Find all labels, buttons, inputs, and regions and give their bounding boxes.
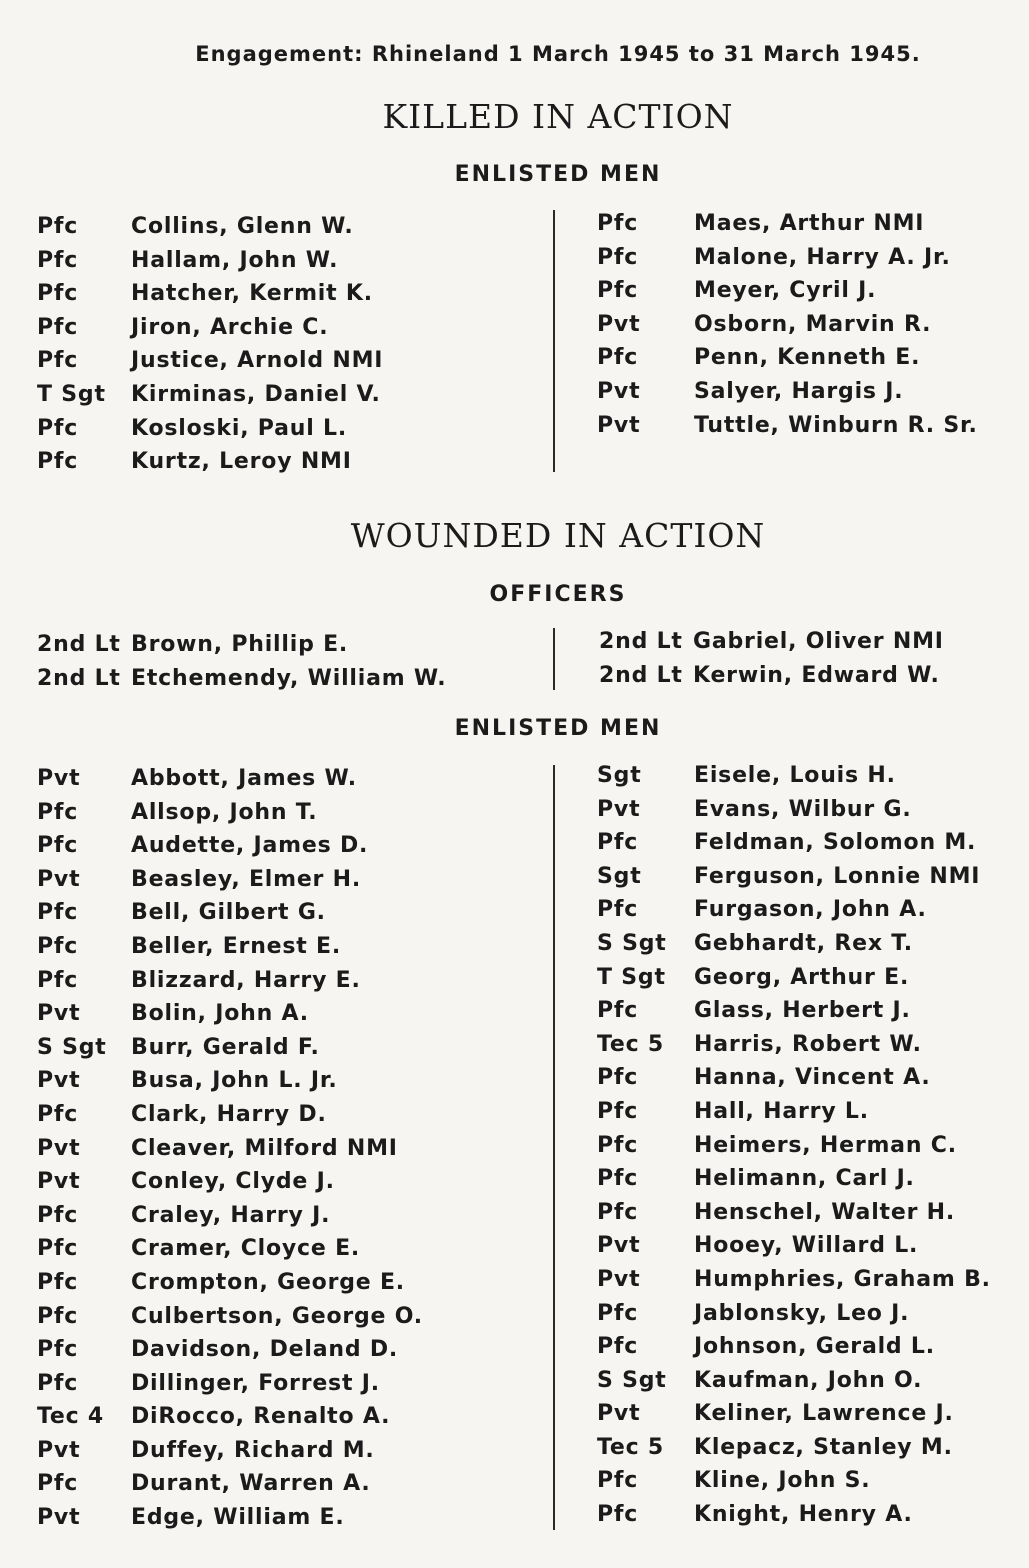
wia-enlisted-left-list — [37, 762, 537, 1535]
soldier-name: Hooey, Willard L. — [694, 1233, 919, 1259]
casualty-entry — [37, 1098, 537, 1132]
casualty-entry — [37, 863, 537, 897]
kia-left-list — [37, 210, 537, 479]
casualty-entry — [597, 341, 1017, 375]
rank: Pfc — [597, 1334, 639, 1360]
rank: Pfc — [597, 211, 639, 236]
soldier-name: Heimers, Herman C. — [694, 1132, 957, 1158]
soldier-name: Penn, Kenneth E. — [694, 345, 921, 371]
kia-heading: KILLED IN ACTION — [382, 97, 734, 136]
soldier-name: Audette, James D. — [131, 833, 369, 859]
rank: Pvt — [597, 796, 641, 822]
casualty-entry — [597, 1196, 1017, 1230]
soldier-name: Kerwin, Edward W. — [693, 662, 940, 688]
kia-column-divider — [553, 210, 555, 472]
soldier-name: Kirminas, Daniel V. — [131, 381, 381, 407]
soldier-name: Kaufman, John O. — [694, 1367, 923, 1393]
rank: Pvt — [37, 1001, 81, 1027]
casualty-entry — [37, 378, 537, 412]
soldier-name: Johnson, Gerald L. — [694, 1334, 935, 1360]
soldier-name: Feldman, Solomon M. — [694, 830, 977, 856]
casualty-entry — [597, 759, 1017, 793]
soldier-name: Cramer, Cloyce E. — [131, 1236, 361, 1262]
casualty-entry — [37, 277, 537, 311]
rank: Pfc — [597, 1098, 639, 1124]
casualty-entry — [597, 793, 1017, 827]
soldier-name: Jiron, Archie C. — [131, 314, 329, 340]
rank: Pfc — [597, 345, 639, 371]
rank: Pvt — [37, 1135, 81, 1161]
rank: Pfc — [597, 1300, 639, 1326]
soldier-name: Beasley, Elmer H. — [131, 866, 362, 892]
rank: Pfc — [37, 967, 79, 993]
soldier-name: Duffey, Richard M. — [131, 1437, 375, 1463]
rank: Pfc — [37, 1471, 79, 1497]
soldier-name: Dillinger, Forrest J. — [131, 1370, 380, 1396]
rank: Pvt — [37, 766, 81, 791]
soldier-name: Etchemendy, William W. — [131, 665, 447, 691]
casualty-entry — [37, 1467, 537, 1501]
soldier-name: Jablonsky, Leo J. — [694, 1300, 910, 1326]
rank: Pfc — [597, 897, 639, 923]
casualty-entry — [597, 308, 1017, 342]
soldier-name: Knight, Henry A. — [694, 1502, 913, 1528]
casualty-entry — [597, 1061, 1017, 1095]
casualty-entry — [37, 1501, 537, 1535]
casualty-entry — [37, 1300, 537, 1334]
casualty-entry — [597, 207, 1017, 241]
rank: Sgt — [597, 863, 642, 889]
rank: Tec 5 — [597, 1434, 665, 1460]
casualty-entry — [599, 625, 1019, 659]
rank: Pfc — [37, 415, 79, 441]
casualty-entry — [597, 1263, 1017, 1297]
rank: Pfc — [37, 214, 79, 239]
casualty-entry — [37, 796, 537, 830]
soldier-name: Gabriel, Oliver NMI — [693, 629, 944, 654]
casualty-entry — [37, 896, 537, 930]
wia-officers-heading: OFFICERS — [489, 582, 627, 607]
wia-heading: WOUNDED IN ACTION — [350, 516, 766, 555]
rank: Pvt — [597, 1233, 641, 1259]
rank: T Sgt — [597, 964, 666, 990]
rank: Pfc — [37, 900, 79, 926]
casualty-entry — [37, 412, 537, 446]
rank: Pvt — [597, 1401, 641, 1427]
casualty-entry — [597, 927, 1017, 961]
casualty-entry — [37, 662, 537, 696]
soldier-name: DiRocco, Renalto A. — [131, 1404, 391, 1430]
casualty-entry — [37, 1367, 537, 1401]
casualty-entry — [597, 241, 1017, 275]
soldier-name: Beller, Ernest E. — [131, 933, 342, 959]
soldier-name: Edge, William E. — [131, 1505, 345, 1531]
rank: 2nd Lt — [37, 632, 121, 657]
casualty-entry — [597, 1095, 1017, 1129]
casualty-entry — [597, 826, 1017, 860]
casualty-entry — [37, 244, 537, 278]
rank: Pfc — [597, 244, 639, 270]
kia-enlisted-heading: ENLISTED MEN — [454, 162, 662, 187]
casualty-entry — [597, 1431, 1017, 1465]
soldier-name: Gebhardt, Rex T. — [694, 930, 913, 956]
casualty-entry — [597, 409, 1017, 443]
rank: Tec 5 — [597, 1031, 665, 1057]
soldier-name: Collins, Glenn W. — [131, 214, 354, 239]
wia-officers-right-list — [599, 625, 1019, 692]
casualty-entry — [37, 964, 537, 998]
rank: 2nd Lt — [599, 629, 683, 654]
wia-enlisted-heading: ENLISTED MEN — [454, 716, 662, 741]
soldier-name: Crompton, George E. — [131, 1269, 405, 1295]
soldier-name: Busa, John L. Jr. — [131, 1068, 338, 1094]
casualty-entry — [599, 659, 1019, 693]
soldier-name: Furgason, John A. — [694, 897, 927, 923]
rank: S Sgt — [37, 1034, 107, 1060]
rank: Pvt — [37, 1169, 81, 1195]
casualty-entry — [597, 1129, 1017, 1163]
soldier-name: Ferguson, Lonnie NMI — [694, 863, 981, 889]
casualty-entry — [37, 1400, 537, 1434]
soldier-name: Maes, Arthur NMI — [694, 211, 925, 236]
soldier-name: Glass, Herbert J. — [694, 998, 911, 1024]
casualty-entry — [597, 961, 1017, 995]
casualty-entry — [597, 1229, 1017, 1263]
rank: Pfc — [597, 830, 639, 856]
casualty-entry — [37, 1165, 537, 1199]
rank: Pvt — [597, 412, 641, 438]
rank: Pfc — [597, 1502, 639, 1528]
soldier-name: Culbertson, George O. — [131, 1303, 423, 1329]
soldier-name: Salyer, Hargis J. — [694, 378, 904, 404]
soldier-name: Durant, Warren A. — [131, 1471, 371, 1497]
rank: S Sgt — [597, 930, 667, 956]
casualty-entry — [597, 1162, 1017, 1196]
casualty-entry — [597, 893, 1017, 927]
casualty-entry — [37, 829, 537, 863]
soldier-name: Bolin, John A. — [131, 1001, 309, 1027]
soldier-name: Georg, Arthur E. — [694, 964, 910, 990]
rank: Pfc — [37, 1202, 79, 1228]
officers-column-divider — [553, 628, 555, 690]
rank: 2nd Lt — [599, 662, 683, 688]
casualty-entry — [37, 1333, 537, 1367]
soldier-name: Davidson, Deland D. — [131, 1337, 399, 1363]
casualty-entry — [37, 1031, 537, 1065]
casualty-entry — [597, 1364, 1017, 1398]
casualty-entry — [37, 210, 537, 244]
engagement-line: Engagement: Rhineland 1 March 1945 to 31 March 1945. — [195, 42, 921, 66]
rank: T Sgt — [37, 381, 106, 407]
casualty-entry — [37, 762, 537, 796]
casualty-entry — [37, 1199, 537, 1233]
casualty-entry — [37, 1132, 537, 1166]
casualty-entry — [597, 1498, 1017, 1532]
casualty-entry — [597, 994, 1017, 1028]
casualty-entry — [37, 344, 537, 378]
casualty-entry — [37, 930, 537, 964]
soldier-name: Evans, Wilbur G. — [694, 796, 912, 822]
casualty-entry — [37, 628, 537, 662]
soldier-name: Conley, Clyde J. — [131, 1169, 335, 1195]
soldier-name: Harris, Robert W. — [694, 1031, 922, 1057]
casualty-entry — [37, 1232, 537, 1266]
rank: Tec 4 — [37, 1404, 105, 1430]
soldier-name: Helimann, Carl J. — [694, 1166, 915, 1192]
soldier-name: Malone, Harry A. Jr. — [694, 244, 951, 270]
soldier-name: Tuttle, Winburn R. Sr. — [694, 412, 978, 438]
rank: Pfc — [597, 998, 639, 1024]
soldier-name: Kline, John S. — [694, 1468, 871, 1494]
soldier-name: Hanna, Vincent A. — [694, 1065, 931, 1091]
casualty-entry — [597, 1330, 1017, 1364]
soldier-name: Meyer, Cyril J. — [694, 278, 877, 304]
casualty-entry — [37, 311, 537, 345]
soldier-name: Craley, Harry J. — [131, 1202, 331, 1228]
wia-officers-left-list — [37, 628, 537, 695]
rank: Pfc — [37, 1101, 79, 1127]
soldier-name: Kosloski, Paul L. — [131, 415, 348, 441]
soldier-name: Burr, Gerald F. — [131, 1034, 320, 1060]
casualty-entry — [597, 274, 1017, 308]
soldier-name: Cleaver, Milford NMI — [131, 1135, 398, 1161]
rank: Pvt — [37, 866, 81, 892]
soldier-name: Eisele, Louis H. — [694, 763, 896, 788]
soldier-name: Justice, Arnold NMI — [131, 348, 384, 374]
wia-enlisted-right-list — [597, 759, 1017, 1532]
rank: Pfc — [37, 933, 79, 959]
soldier-name: Humphries, Graham B. — [694, 1266, 991, 1292]
soldier-name: Hall, Harry L. — [694, 1098, 869, 1124]
rank: Pfc — [37, 247, 79, 273]
soldier-name: Osborn, Marvin R. — [694, 311, 932, 337]
soldier-name: Abbott, James W. — [131, 766, 357, 791]
rank: 2nd Lt — [37, 665, 121, 691]
soldier-name: Keliner, Lawrence J. — [694, 1401, 954, 1427]
rank: Pfc — [37, 314, 79, 340]
casualty-entry — [37, 1434, 537, 1468]
rank: Pvt — [597, 1266, 641, 1292]
rank: Pvt — [597, 311, 641, 337]
rank: Pfc — [597, 1199, 639, 1225]
casualty-entry — [597, 1397, 1017, 1431]
casualty-entry — [597, 1297, 1017, 1331]
rank: Pfc — [37, 1337, 79, 1363]
casualty-entry — [37, 445, 537, 479]
rank: Pvt — [37, 1505, 81, 1531]
rank: Pfc — [37, 1269, 79, 1295]
casualty-entry — [597, 1464, 1017, 1498]
rank: Pfc — [597, 278, 639, 304]
rank: Pfc — [37, 1303, 79, 1329]
rank: Pfc — [597, 1468, 639, 1494]
soldier-name: Bell, Gilbert G. — [131, 900, 326, 926]
casualty-entry — [597, 375, 1017, 409]
soldier-name: Blizzard, Harry E. — [131, 967, 361, 993]
soldier-name: Hatcher, Kermit K. — [131, 281, 373, 307]
casualty-entry — [597, 1028, 1017, 1062]
rank: Pfc — [597, 1065, 639, 1091]
casualty-entry — [597, 860, 1017, 894]
rank: Pfc — [37, 449, 79, 475]
rank: Pfc — [37, 281, 79, 307]
rank: Pvt — [37, 1437, 81, 1463]
casualty-entry — [37, 1266, 537, 1300]
soldier-name: Kurtz, Leroy NMI — [131, 449, 352, 475]
rank: Pfc — [37, 1236, 79, 1262]
rank: Pfc — [597, 1132, 639, 1158]
rank: S Sgt — [597, 1367, 667, 1393]
rank: Pfc — [597, 1166, 639, 1192]
rank: Pfc — [37, 348, 79, 374]
soldier-name: Klepacz, Stanley M. — [694, 1434, 953, 1460]
soldier-name: Allsop, John T. — [131, 799, 318, 825]
soldier-name: Brown, Phillip E. — [131, 632, 349, 657]
casualty-entry — [37, 997, 537, 1031]
rank: Pfc — [37, 833, 79, 859]
rank: Pfc — [37, 799, 79, 825]
kia-right-list — [597, 207, 1017, 442]
rank: Pfc — [37, 1370, 79, 1396]
rank: Sgt — [597, 763, 642, 788]
enlisted-column-divider — [553, 765, 555, 1530]
rank: Pvt — [597, 378, 641, 404]
casualty-entry — [37, 1064, 537, 1098]
rank: Pvt — [37, 1068, 81, 1094]
soldier-name: Henschel, Walter H. — [694, 1199, 956, 1225]
soldier-name: Hallam, John W. — [131, 247, 339, 273]
soldier-name: Clark, Harry D. — [131, 1101, 327, 1127]
